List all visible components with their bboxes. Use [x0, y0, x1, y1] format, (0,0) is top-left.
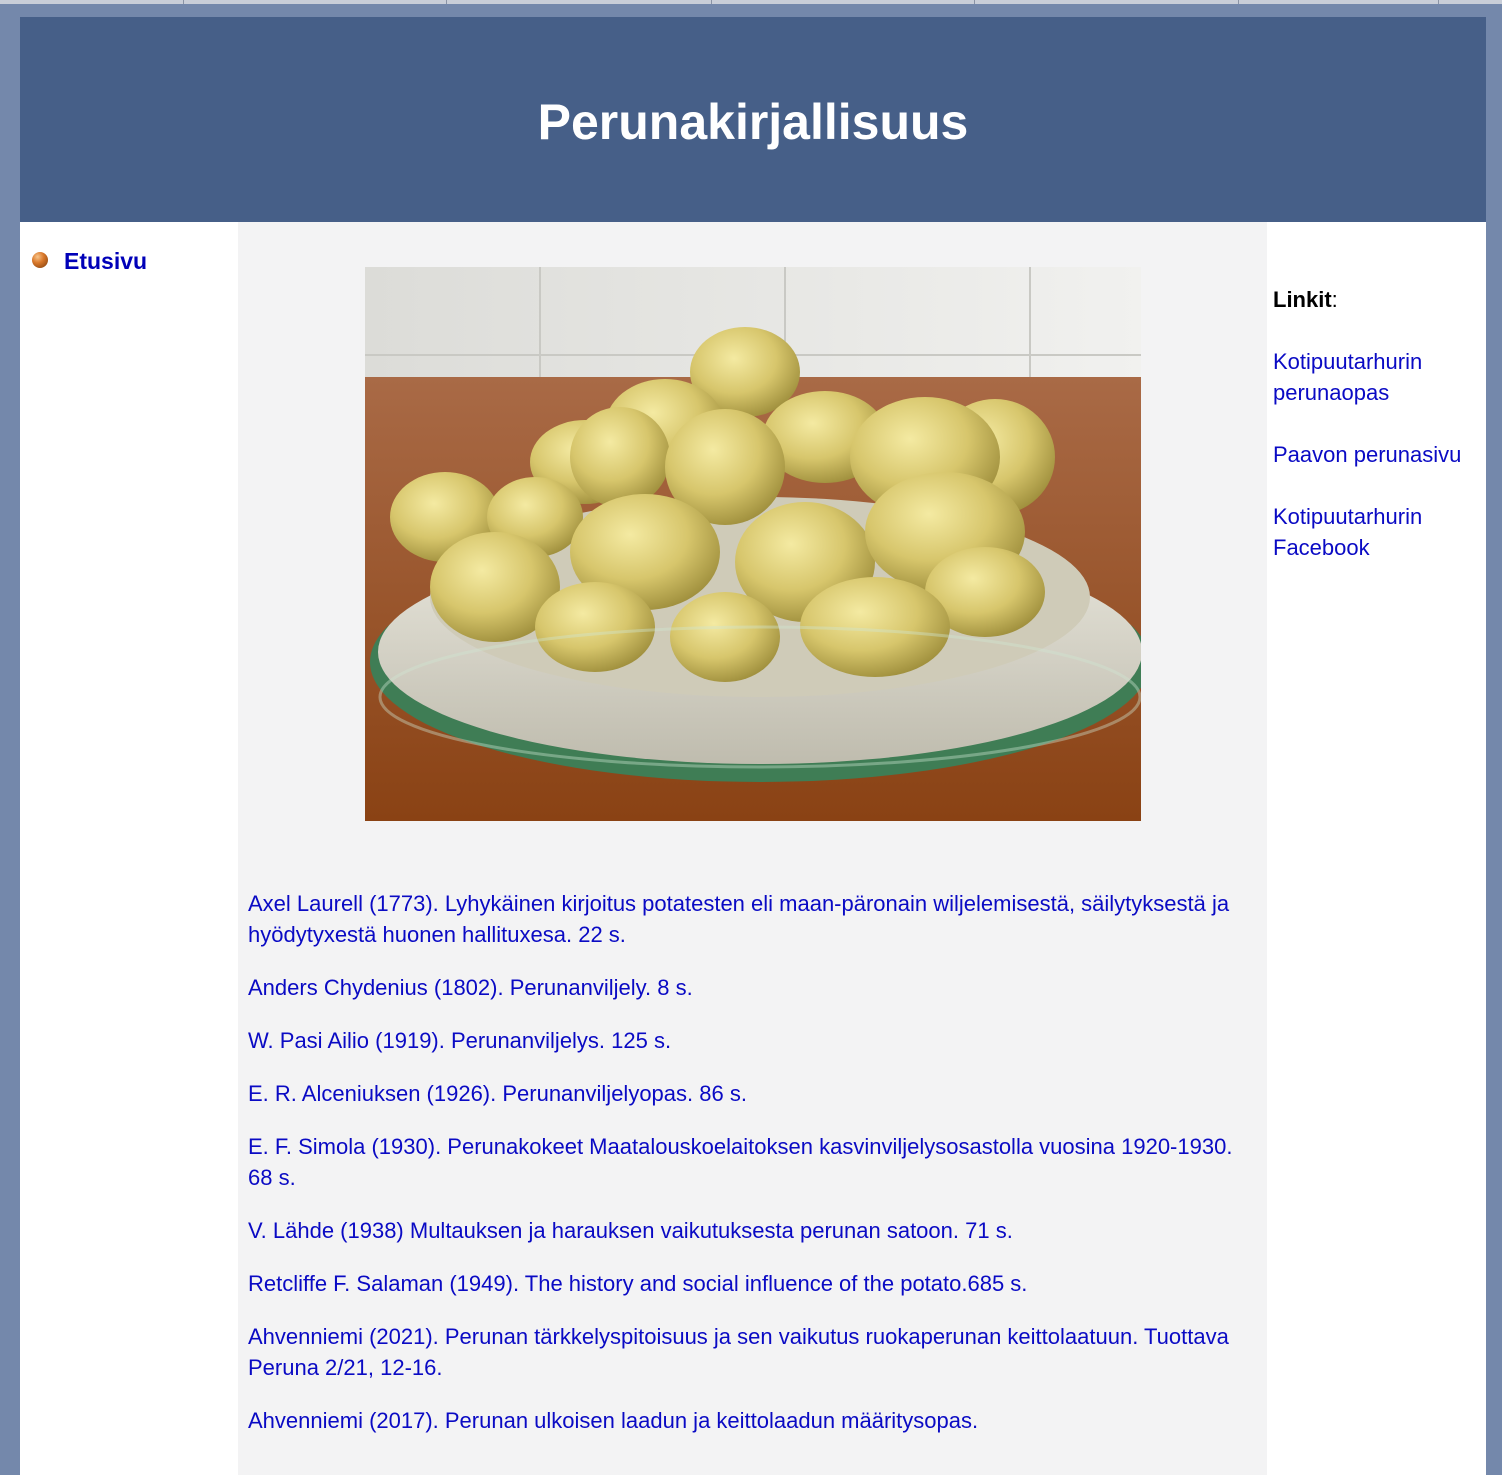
reference-link[interactable]: Axel Laurell (1773). Lyhykäinen kirjoitus potatesten eli maan-päronain wiljelemisestä, säilytyksestä ja hyödytyxestä huonen hallituxesa. 22 s.: [248, 891, 1230, 947]
boiled-potatoes-photo: [365, 267, 1141, 821]
site-title: Perunakirjallisuus: [537, 93, 969, 150]
reference-link[interactable]: Anders Chydenius (1802). Perunanviljely. 8 s.: [248, 975, 693, 1000]
link-kotipuutarhurin-facebook[interactable]: Kotipuutarhurin Facebook: [1273, 504, 1423, 560]
orange-ball-bullet-icon: [32, 252, 48, 268]
page-container: [20, 17, 1486, 1475]
reference-link[interactable]: Ahvenniemi (2021). Perunan tärkkelyspitoisuus ja sen vaikutus ruokaperunan keittolaatuun. Tuottava Peruna 2/21, 12-16.: [248, 1324, 1229, 1380]
right-sidebar: [1267, 222, 1486, 1475]
left-navigation: [20, 222, 238, 1475]
reference-link[interactable]: E. R. Alceniuksen (1926). Perunanviljelyopas. 86 s.: [248, 1081, 747, 1106]
reference-link[interactable]: W. Pasi Ailio (1919). Perunanviljelys. 125 s.: [248, 1028, 672, 1053]
reference-list: [248, 888, 1258, 1458]
browser-tab-strip: [0, 0, 1502, 4]
main-content: [238, 222, 1267, 1475]
reference-link[interactable]: Ahvenniemi (2017). Perunan ulkoisen laadun ja keittolaadun määritysopas.: [248, 1408, 979, 1433]
reference-link[interactable]: Retcliffe F. Salaman (1949). The history and social influence of the potato.685 s.: [248, 1271, 1028, 1296]
links-heading-label: Linkit: [1273, 287, 1332, 312]
site-header: [20, 17, 1486, 222]
link-kotipuutarhurin-perunaopas[interactable]: Kotipuutarhurin perunaopas: [1273, 349, 1423, 405]
reference-link[interactable]: V. Lähde (1938) Multauksen ja harauksen vaikutuksesta perunan satoon. 71 s.: [248, 1218, 1013, 1243]
nav-item-etusivu[interactable]: [32, 248, 147, 275]
reference-link[interactable]: E. F. Simola (1930). Perunakokeet Maatalouskoelaitoksen kasvinviljelysosastolla vuosina 1920-1930. 68 s.: [248, 1134, 1233, 1190]
links-heading-colon: :: [1331, 287, 1338, 312]
link-paavon-perunasivu[interactable]: Paavon perunasivu: [1273, 442, 1462, 467]
links-heading: [1273, 287, 1338, 313]
nav-item-label: Etusivu: [64, 248, 148, 274]
external-links: [1273, 346, 1483, 594]
